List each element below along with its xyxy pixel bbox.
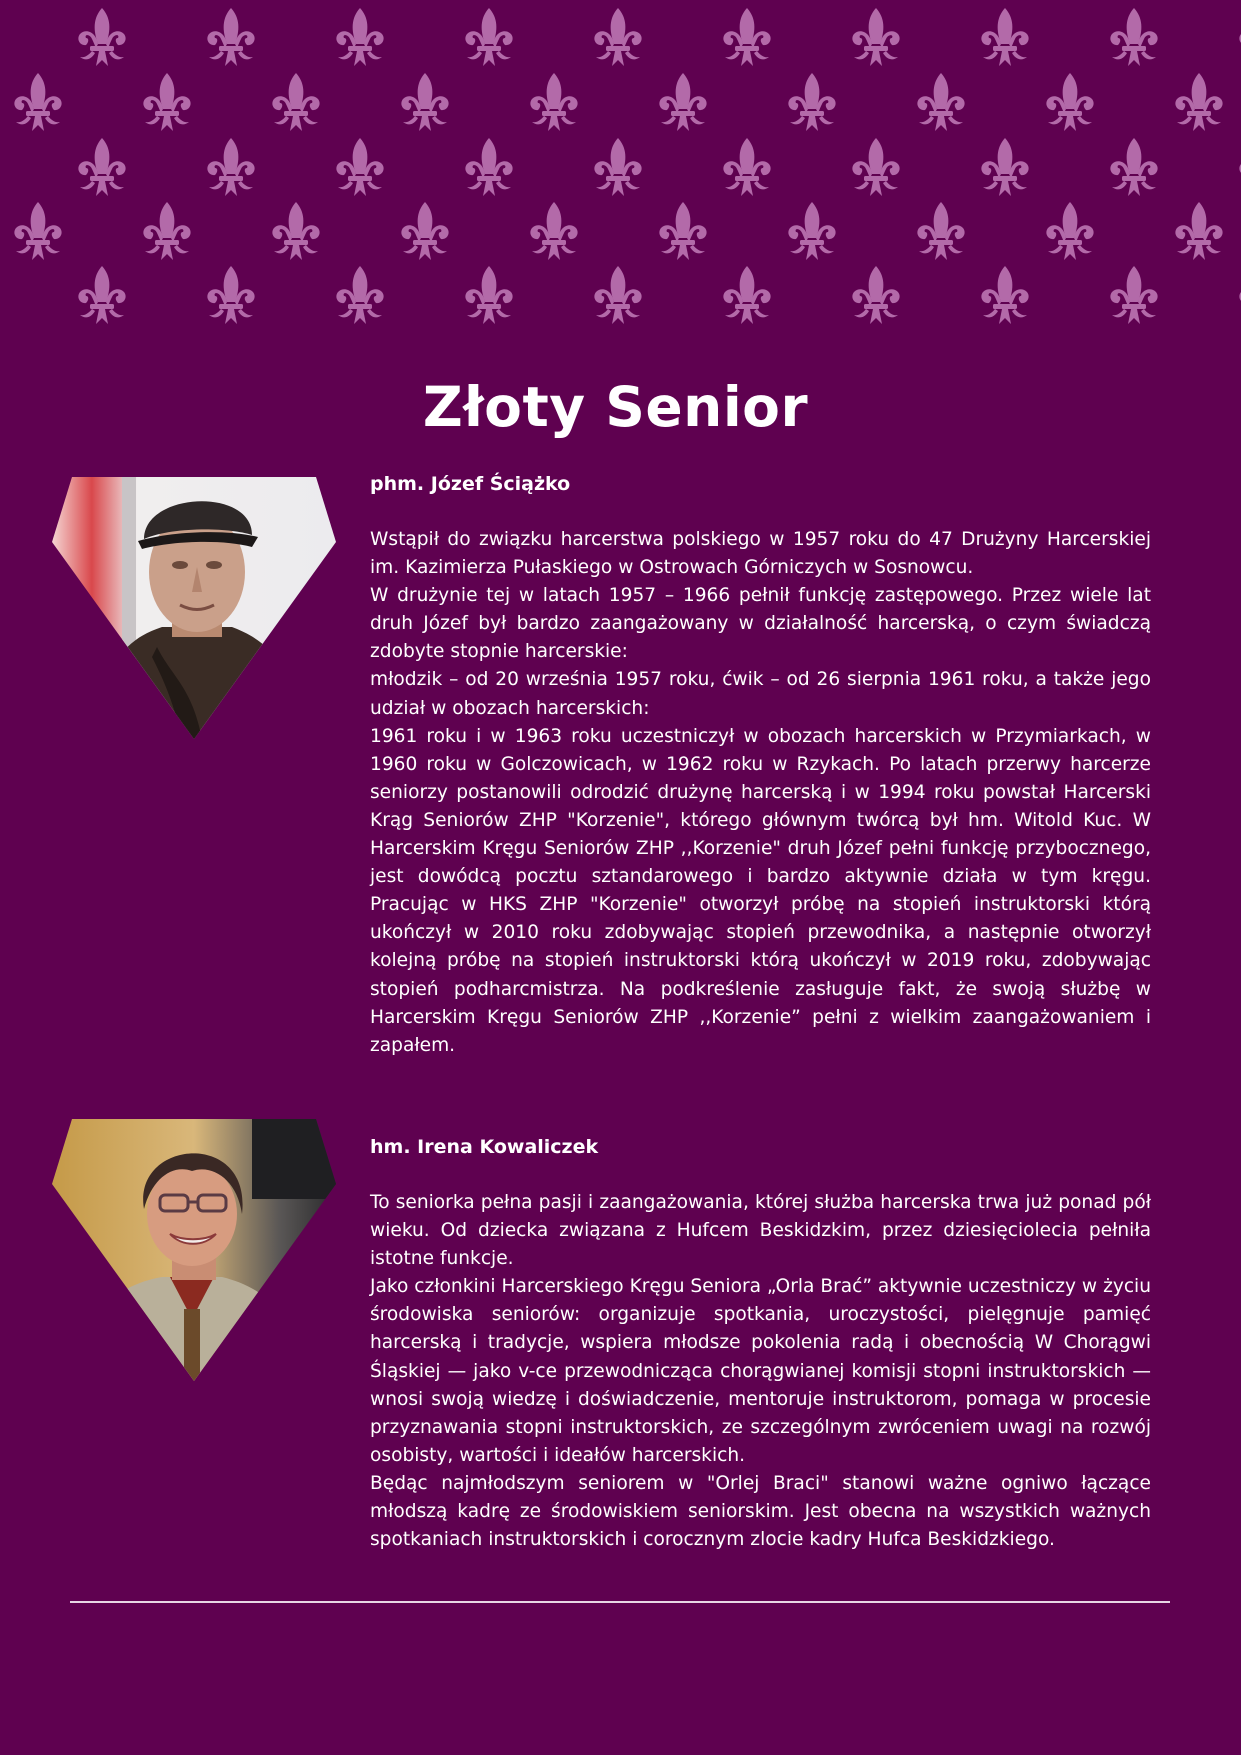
fleur-de-lis-icon	[981, 8, 1028, 66]
senior-name: hm. Irena Kowaliczek	[370, 1136, 599, 1158]
fleur-de-lis-icon	[1110, 138, 1157, 196]
senior-entry-jozef	[370, 470, 1151, 1060]
fleur-de-lis-icon	[336, 266, 383, 324]
fleur-de-lis-icon	[1110, 8, 1157, 66]
header-pattern	[0, 0, 1241, 340]
fleur-de-lis-icon	[1110, 266, 1157, 324]
fleur-de-lis-icon	[981, 138, 1028, 196]
portrait-irena-kowaliczek	[52, 1119, 336, 1381]
fleur-de-lis-icon	[594, 138, 641, 196]
page-title: Złoty Senior	[422, 375, 809, 439]
fleur-de-lis-icon	[143, 73, 190, 131]
fleur-de-lis-icon	[14, 73, 61, 131]
fleur-de-lis-icon	[981, 266, 1028, 324]
fleur-de-lis-icon	[336, 8, 383, 66]
bio-paragraph: Jako członkini Harcerskiego Kręgu Seniora „Orla Brać” aktywnie uczestniczy w życiu środowiska seniorów: organizuje spotkania, uroczystości, pielęgnuje pamięć harcerską i tradycje, wspiera młodsze pokolenia radą i obecnością W Chorągwi Śląskiej — jako v-ce przewodnicząca chorągwianej komisji stopni instruktorskich — wnosi swoją wiedzę i doświadczenie, mentoruje instruktorom, pomaga w procesie przyznawania stopni instruktorskich, ze szczególnym zwróceniem uwagi na rozwój osobisty, wartości i ideałów harcerskich.	[370, 1276, 1151, 1466]
senior-name: phm. Józef Ściążko	[370, 473, 571, 495]
fleur-de-lis-icon	[143, 202, 190, 260]
fleur-de-lis-icon	[594, 8, 641, 66]
fleur-de-lis-icon	[852, 138, 899, 196]
fleur-de-lis-icon	[723, 8, 770, 66]
bio-paragraph: Wstąpił do związku harcerstwa polskiego w 1957 roku do 47 Drużyny Harcerskiej im. Kazimierza Pułaskiego w Ostrowach Górniczych w Sosnowcu.	[370, 529, 1151, 579]
fleur-de-lis-icon	[917, 202, 964, 260]
fleur-de-lis-icon	[401, 202, 448, 260]
fleur-de-lis-icon	[465, 8, 512, 66]
fleur-de-lis-icon	[78, 266, 125, 324]
fleur-de-lis-icon	[852, 266, 899, 324]
fleur-de-lis-icon	[14, 202, 61, 260]
fleur-de-lis-icon	[530, 73, 577, 131]
fleur-de-lis-icon	[1046, 202, 1093, 260]
fleur-de-lis-icon	[336, 138, 383, 196]
fleur-de-lis-icon	[594, 266, 641, 324]
fleur-de-lis-icon	[207, 8, 254, 66]
footer-divider	[70, 1601, 1170, 1603]
fleur-de-lis-icon	[1175, 202, 1222, 260]
bio-paragraph: 1961 roku i w 1963 roku uczestniczył w obozach harcerskich w Przymiarkach, w 1960 roku w Golczowicach, w 1962 roku w Rzykach. Po latach przerwy harcerze seniorzy postanowili odrodzić drużynę harcerską i w 1994 roku powstał Harcerski Krąg Seniorów ZHP "Korzenie", którego głównym twórcą był hm. Witold Kuc. W Harcerskim Kręgu Seniorów ZHP ,,Korzenie" druh Józef pełni funkcję przybocznego, jest dowódcą pocztu sztandarowego i bardzo aktywnie działa w tym kręgu. Pracując w HKS ZHP "Korzenie" otworzył próbę na stopień instruktorski którą ukończył w 2010 roku zdobywając stopień przewodnika, a następnie otworzył kolejną próbę na stopień instruktorski którą ukończył w 2019 roku, zdobywając stopień podharcmistrza. Na podkreślenie zasługuje fakt, że swoją służbę w Harcerskim Kręgu Seniorów ZHP ,,Korzenie” pełni z wielkim zaangażowaniem i zapałem.	[370, 725, 1151, 1056]
fleur-de-lis-icon	[1046, 73, 1093, 131]
portrait-jozef-sciazko	[52, 477, 336, 739]
bio-paragraph: W drużynie tej w latach 1957 – 1966 pełnił funkcję zastępowego. Przez wiele lat druh Józef był bardzo zaangażowany w działalność harcerską, o czym świadczą zdobyte stopnie harcerskie:	[370, 585, 1151, 663]
bio-paragraph: Będąc najmłodszym seniorem w "Orlej Braci" stanowi ważne ogniwo łączące młodszą kadrę ze środowiskiem seniorskim. Jest obecna na wszystkich ważnych spotkaniach instruktorskich i corocznym zlocie kadry Hufca Beskidzkiego.	[370, 1472, 1151, 1551]
fleur-de-lis-icon	[788, 202, 835, 260]
bio-paragraph: młodzik – od 20 września 1957 roku, ćwik – od 26 sierpnia 1961 roku, a także jego udział w obozach harcerskich:	[370, 669, 1151, 719]
fleur-de-lis-icon	[78, 8, 125, 66]
bio-paragraph: To seniorka pełna pasji i zaangażowania, której służba harcerska trwa już ponad pół wieku. Od dziecka związana z Hufcem Beskidzkim, przez dziesięciolecia pełniła istotne funkcje.	[370, 1192, 1151, 1270]
fleur-de-lis-icon	[78, 138, 125, 196]
fleur-de-lis-icon	[401, 73, 448, 131]
fleur-de-lis-icon	[852, 8, 899, 66]
senior-entry-irena	[370, 1133, 1151, 1554]
fleur-de-lis-icon	[723, 138, 770, 196]
fleur-de-lis-icon	[207, 266, 254, 324]
fleur-de-lis-icon	[659, 202, 706, 260]
fleur-de-lis-icon	[465, 266, 512, 324]
fleur-de-lis-icon	[530, 202, 577, 260]
fleur-de-lis-icon	[659, 73, 706, 131]
fleur-de-lis-icon	[272, 73, 319, 131]
fleur-de-lis-icon	[1175, 73, 1222, 131]
fleur-de-lis-icon	[917, 73, 964, 131]
fleur-de-lis-icon	[788, 73, 835, 131]
fleur-de-lis-icon	[207, 138, 254, 196]
fleur-de-lis-icon	[465, 138, 512, 196]
fleur-de-lis-icon	[723, 266, 770, 324]
fleur-de-lis-icon	[272, 202, 319, 260]
